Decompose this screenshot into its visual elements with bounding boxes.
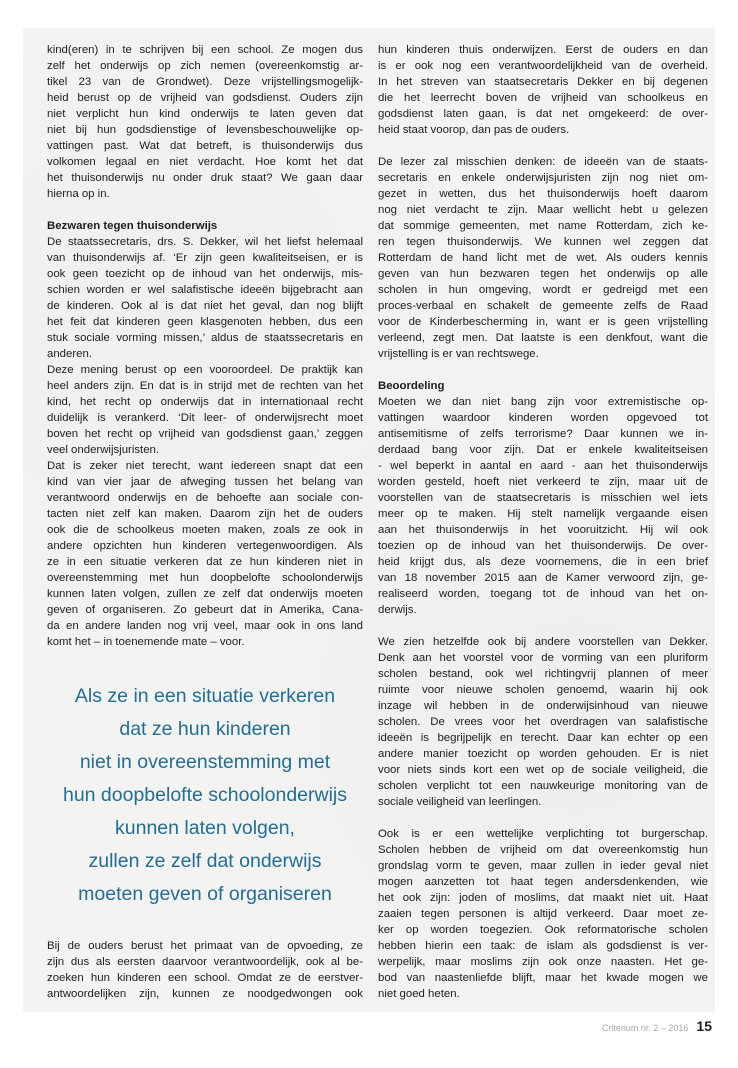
line-text: het ook zijn: joden of moslims, dat maakt niet uit. Haat: [378, 892, 708, 904]
line-text: tacten niet zelf kan maken. Daarom zijn het de ouders: [47, 508, 363, 520]
quote-line: kunnen laten volgen,: [115, 817, 295, 839]
text-line: [378, 650, 708, 666]
line-text: zelf het onderwijs op zich nemen (overeenkomstig ar-: [47, 60, 363, 72]
line-text: vattingen past. Wat dat betreft, is thuisonderwijs dus: [47, 140, 363, 152]
line-text: scholen in hun omgeving, wordt er gedreigd met een: [378, 284, 708, 296]
magazine-issue: Criterium nr. 2 – 2016: [601, 1023, 689, 1033]
line-text: hun kinderen thuis onderwijzen. Eerst de ouders en dan: [378, 44, 708, 56]
text-line: [378, 74, 708, 90]
text-line: [378, 986, 708, 1002]
text-line: [47, 298, 363, 314]
line-text: - wel beperkt in aantal en aard - aan het thuisonderwijs: [378, 460, 708, 472]
line-text: voor de Kinderbescherming in, want er is geen vrijstelling: [378, 316, 708, 328]
text-line: [378, 842, 708, 858]
line-text: toezien op de inhoud van het thuisonderwijs. De over-: [378, 540, 708, 552]
quote-line: Als ze in een situatie verkeren: [74, 685, 336, 707]
paragraph: [378, 42, 708, 138]
line-text: aan het thuisonderwijs in het vooruitzicht. Hij wil ook: [378, 524, 708, 536]
text-line: [47, 234, 363, 250]
text-line: [47, 474, 363, 490]
text-line: [378, 634, 708, 650]
text-line: [378, 970, 708, 986]
text-line: [47, 218, 363, 234]
text-line: [378, 90, 708, 106]
line-text: ren tegen thuisonderwijs. We kunnen wel zeggen dat: [378, 236, 708, 248]
line-text: andere opzichten hun kinderen vertegenwoordigen. Als: [47, 540, 363, 552]
line-text: antisemitisme of zelfs terrorisme? Daar kunnen we in-: [378, 428, 708, 440]
text-line: [378, 282, 708, 298]
text-line: [47, 154, 363, 170]
line-text: ideeën is begrijpelijk en terecht. Daar kan echter op een: [378, 732, 708, 744]
text-line: [378, 442, 708, 458]
left-column: [47, 42, 363, 650]
line-text: is er ook nog een verantwoordelijkheid van de overheid.: [378, 60, 708, 72]
text-line: [47, 538, 363, 554]
section-heading: [47, 218, 363, 234]
text-line: [378, 458, 708, 474]
text-line: [47, 442, 363, 458]
paragraph: [378, 394, 708, 618]
line-text: ook geen toezicht op de inhoud van het onderwijs, mis-: [47, 268, 363, 280]
line-text: Beoordeling: [378, 380, 445, 392]
line-text: antwoordelijken zijn, kunnen ze noodgedwongen ook: [47, 988, 363, 1000]
line-text: Bezwaren tegen thuisonderwijs: [47, 220, 218, 232]
line-text: vattingen waardoor kinderen worden opgevoed tot: [378, 412, 708, 424]
text-line: [378, 586, 708, 602]
line-text: hebben hierin een taak: de islam als godsdienst is ver-: [378, 940, 708, 952]
line-text: die het leerrecht boven de vrijheid van schoolkeus en: [378, 92, 708, 104]
paragraph: [378, 154, 708, 362]
text-line: [378, 794, 708, 810]
text-line: [378, 346, 708, 362]
text-line: [378, 42, 708, 58]
text-line: [47, 90, 363, 106]
line-text: kind, het recht op onderwijs dat in internationaal recht: [47, 396, 363, 408]
text-line: [378, 874, 708, 890]
quote-line: dat ze hun kinderen: [119, 718, 291, 740]
quote-line: hun doopbelofte schoolonderwijs: [62, 784, 348, 806]
text-line: [378, 266, 708, 282]
line-text: anderen.: [47, 348, 92, 360]
line-text: niet goed heten.: [378, 988, 460, 1000]
text-line: [378, 106, 708, 122]
text-line: [378, 154, 708, 170]
line-text: realiseerd worden, toegang tot de inhoud van het on-: [378, 588, 708, 600]
line-text: Moeten we dan niet bang zijn voor extremistische op-: [378, 396, 708, 408]
line-text: zijn dus als eersten daarvoor verantwoordelijk, ook al be-: [47, 956, 363, 968]
paragraph: [47, 234, 363, 362]
text-line: [378, 58, 708, 74]
paragraph-spacer: [378, 138, 708, 154]
text-line: [47, 970, 363, 986]
line-text: heel anders zijn. En dat is in strijd met de rechten van het: [47, 380, 363, 392]
line-text: geven of organiseren. Zo gebeurt dat in Amerika, Cana-: [47, 604, 363, 616]
line-text: boven het recht op vrijheid van godsdienst gaan,’ zeggen: [47, 428, 363, 440]
text-line: [47, 394, 363, 410]
text-line: [47, 634, 363, 650]
paragraph-spacer: [378, 362, 708, 378]
text-line: [378, 170, 708, 186]
text-line: [378, 522, 708, 538]
line-text: meer op te maken. Hij stelt namelijk vergaande eisen: [378, 508, 708, 520]
line-text: volkomen legaal en niet verdacht. Hoe komt het dat: [47, 156, 363, 168]
right-column: [378, 42, 708, 1002]
text-line: [47, 426, 363, 442]
paragraph: [47, 458, 363, 650]
text-line: [378, 938, 708, 954]
line-text: scholen. De vrees voor het overdragen van salafistische: [378, 716, 708, 728]
line-text: In het streven van staatsecretaris Dekker en bij degenen: [378, 76, 708, 88]
line-text: mogen aanzetten tot haat tegen andersdenkenden, wie: [378, 876, 708, 888]
text-line: [47, 138, 363, 154]
line-text: ze in een situatie verkeren dat ze hun kinderen niet in: [47, 556, 363, 568]
line-text: scholen bestand, ook wel richtingvrij plannen of meer: [378, 668, 708, 680]
line-text: Denk aan het voorstel voor de vorming van een pluriform: [378, 652, 708, 664]
text-line: [47, 506, 363, 522]
line-text: derwijs.: [378, 604, 417, 616]
text-line: [378, 682, 708, 698]
text-line: [47, 346, 363, 362]
text-line: [378, 890, 708, 906]
paragraph-spacer: [378, 618, 708, 634]
line-text: het feit dat kinderen geen klasgenoten hebben, dus een: [47, 316, 363, 328]
line-text: Ook is er een wettelijke verplichting tot burgerschap.: [378, 828, 708, 840]
line-text: grondslag vorm te geven, maar zullen in ieder geval niet: [378, 860, 708, 872]
text-line: [47, 106, 363, 122]
line-text: Bij de ouders berust het primaat van de opvoeding, ze: [47, 940, 363, 952]
text-line: [47, 186, 363, 202]
line-text: niet bij hun godsdienstige of levensbeschouwelijke op-: [47, 124, 363, 136]
paragraph: [378, 634, 708, 810]
line-text: van thuisonderwijs af. ‘Er zijn geen kwaliteitseisen, er is: [47, 252, 363, 264]
line-text: kind(eren) in te schrijven bij een school. Ze mogen dus: [47, 44, 363, 56]
line-text: derdaad bang voor zijn. Dat er enkele kwaliteitseisen: [378, 444, 708, 456]
text-line: [378, 570, 708, 586]
line-text: nog niet verdacht te zijn. Maar wellicht hebt u gelezen: [378, 204, 708, 216]
paragraph-spacer: [378, 810, 708, 826]
line-text: sociale veiligheid van leerlingen.: [378, 796, 542, 808]
text-line: [378, 602, 708, 618]
line-text: stuk sociale vorming missen,’ aldus de staatssecretaris en: [47, 332, 363, 344]
text-line: [47, 938, 363, 954]
line-text: van 18 november 2015 aan de Kamer verwoord zijn, ge-: [378, 572, 708, 584]
line-text: zoeken hun kinderen een school. Omdat ze de eerstver-: [47, 972, 363, 984]
text-line: [378, 250, 708, 266]
pull-quote: [40, 680, 370, 911]
text-line: [378, 410, 708, 426]
line-text: Rotterdam de hand licht met de wet. Als ouders kennis: [378, 252, 708, 264]
text-line: [378, 666, 708, 682]
text-line: [47, 330, 363, 346]
line-text: kind van vier jaar de afweging tussen het belang van: [47, 476, 363, 488]
line-text: gezet in wetten, dus het thuisonderwijs hoeft daarom: [378, 188, 708, 200]
page-number: 15: [696, 1018, 712, 1034]
line-text: Dat is zeker niet terecht, want iedereen snapt dat een: [47, 460, 363, 472]
text-line: [47, 74, 363, 90]
line-text: heid staat voorop, dan pas de ouders.: [378, 124, 570, 136]
section-heading: [378, 378, 708, 394]
text-line: [47, 250, 363, 266]
text-line: [378, 730, 708, 746]
line-text: voorstellen van de staatsecretaris is misschien wel iets: [378, 492, 708, 504]
line-text: veel onderwijsjuristen.: [47, 444, 160, 456]
paragraph: [378, 826, 708, 1002]
line-text: verantwoord onderwijs en de behoefte aan sociale con-: [47, 492, 363, 504]
line-text: heid berust op de vrijheid van godsdienst. Ouders zijn: [47, 92, 363, 104]
text-line: [378, 762, 708, 778]
line-text: geven van hun bezwaren tegen het onderwijs op alle: [378, 268, 708, 280]
text-line: [378, 506, 708, 522]
text-line: [378, 714, 708, 730]
line-text: ruimte voor nieuwe scholen genoemd, waarin hij ook: [378, 684, 708, 696]
line-text: scholen verplicht tot een nauwkeurige monitoring van de: [378, 780, 708, 792]
text-line: [47, 122, 363, 138]
text-line: [47, 554, 363, 570]
line-text: inzage wil hebben in de onderwijsinhoud van nieuwe: [378, 700, 708, 712]
text-line: [378, 234, 708, 250]
line-text: Deze mening berust op een vooroordeel. De praktijk kan: [47, 364, 363, 376]
line-text: schien worden er wel salafistische ideeën bijgebracht aan: [47, 284, 363, 296]
text-line: [47, 282, 363, 298]
line-text: bod van naastenliefde blijft, maar het kwade mogen we: [378, 972, 708, 984]
text-line: [378, 746, 708, 762]
text-line: [47, 570, 363, 586]
line-text: overeenstemming met hun doopbelofte schoolonderwijs: [47, 572, 363, 584]
text-line: [378, 698, 708, 714]
text-line: [378, 202, 708, 218]
text-line: [378, 538, 708, 554]
text-line: [378, 826, 708, 842]
text-line: [47, 618, 363, 634]
text-line: [378, 314, 708, 330]
text-line: [378, 474, 708, 490]
text-line: [47, 490, 363, 506]
line-text: komt het – in toenemende mate – voor.: [47, 636, 245, 648]
line-text: het thuisonderwijs nu onder druk staat? We gaan daar: [47, 172, 363, 184]
line-text: dat sommige gemeenten, met name Rotterdam, zich ke-: [378, 220, 708, 232]
line-text: zaaien tegen personen is altijd verkeerd. Daar moet ze-: [378, 908, 708, 920]
text-line: [378, 858, 708, 874]
text-line: [378, 906, 708, 922]
text-line: [378, 122, 708, 138]
paragraph: [47, 362, 363, 458]
line-text: andere manier toezicht op worden gehouden. Er is niet: [378, 748, 708, 760]
text-line: [378, 394, 708, 410]
line-text: secretaris en enkele onderwijsjuristen zijn nog niet om-: [378, 172, 708, 184]
line-text: worden gesteld, hoeft niet verkeerd te zijn, maar uit de: [378, 476, 708, 488]
text-line: [378, 922, 708, 938]
page-footer: [602, 1018, 712, 1034]
text-line: [47, 954, 363, 970]
line-text: vrijstelling is er van rechtswege.: [378, 348, 539, 360]
quote-line: moeten geven of organiseren: [78, 883, 332, 905]
line-text: niet verplicht hun kind onderwijs te laten geven dat: [47, 108, 363, 120]
quote-line: zullen ze zelf dat onderwijs: [88, 850, 322, 872]
line-text: proces-verbaal en schakelt de gemeente zelfs de Raad: [378, 300, 708, 312]
bottom-paragraph: [47, 938, 363, 1002]
text-line: [47, 362, 363, 378]
text-line: [378, 298, 708, 314]
paragraph: [47, 42, 363, 202]
paragraph-spacer: [47, 202, 363, 218]
quote-line: niet in overeenstemming met: [79, 751, 331, 773]
text-line: [378, 330, 708, 346]
text-line: [378, 778, 708, 794]
line-text: de kinderen. Ook al is dat niet het geval, dan nog blijft: [47, 300, 363, 312]
line-text: werpelijk, maar moslims zijn ook onze naasten. Het ge-: [378, 956, 708, 968]
text-line: [378, 426, 708, 442]
text-line: [47, 986, 363, 1002]
text-line: [47, 410, 363, 426]
text-line: [47, 602, 363, 618]
line-text: da en andere landen nog vrij veel, maar ook in ons land: [47, 620, 363, 632]
line-text: Scholen hebben de vrijheid om dat overeenkomstig hun: [378, 844, 708, 856]
text-line: [47, 522, 363, 538]
text-line: [47, 586, 363, 602]
text-line: [47, 458, 363, 474]
text-line: [47, 58, 363, 74]
text-line: [378, 378, 708, 394]
text-line: [378, 186, 708, 202]
text-line: [378, 954, 708, 970]
line-text: ook die de schoolkeus moeten maken, zoals ze ook in: [47, 524, 363, 536]
text-line: [378, 218, 708, 234]
line-text: ker op worden toegezien. Ook reformatorische scholen: [378, 924, 708, 936]
text-line: [378, 490, 708, 506]
line-text: godsdienst laten gaan, is dat net omgekeerd: de over-: [378, 108, 708, 120]
line-text: De lezer zal misschien denken: de ideeën van de staats-: [378, 156, 708, 168]
text-line: [47, 42, 363, 58]
line-text: kunnen laten volgen, zullen ze zelf dat onderwijs moeten: [47, 588, 363, 600]
line-text: heid krijgt dus, als deze voornemens, die in een brief: [378, 556, 708, 568]
text-line: [47, 170, 363, 186]
line-text: We zien hetzelfde ook bij andere voorstellen van Dekker.: [378, 636, 708, 648]
text-line: [47, 378, 363, 394]
text-line: [47, 266, 363, 282]
text-line: [378, 554, 708, 570]
line-text: tikel 23 van de Grondwet). Deze vrijstellingsmogelijk-: [47, 76, 363, 88]
line-text: voor niets sinds kort een wet op de sociale veiligheid, die: [378, 764, 708, 776]
line-text: duidelijk is verankerd. ‘Dit leer- of onderwijsrecht moet: [47, 412, 363, 424]
line-text: De staatssecretaris, drs. S. Dekker, wil het liefst helemaal: [47, 236, 363, 248]
text-line: [47, 314, 363, 330]
line-text: verleend, zegt men. Dat laatste is een denkfout, want die: [378, 332, 708, 344]
line-text: hierna op in.: [47, 188, 110, 200]
